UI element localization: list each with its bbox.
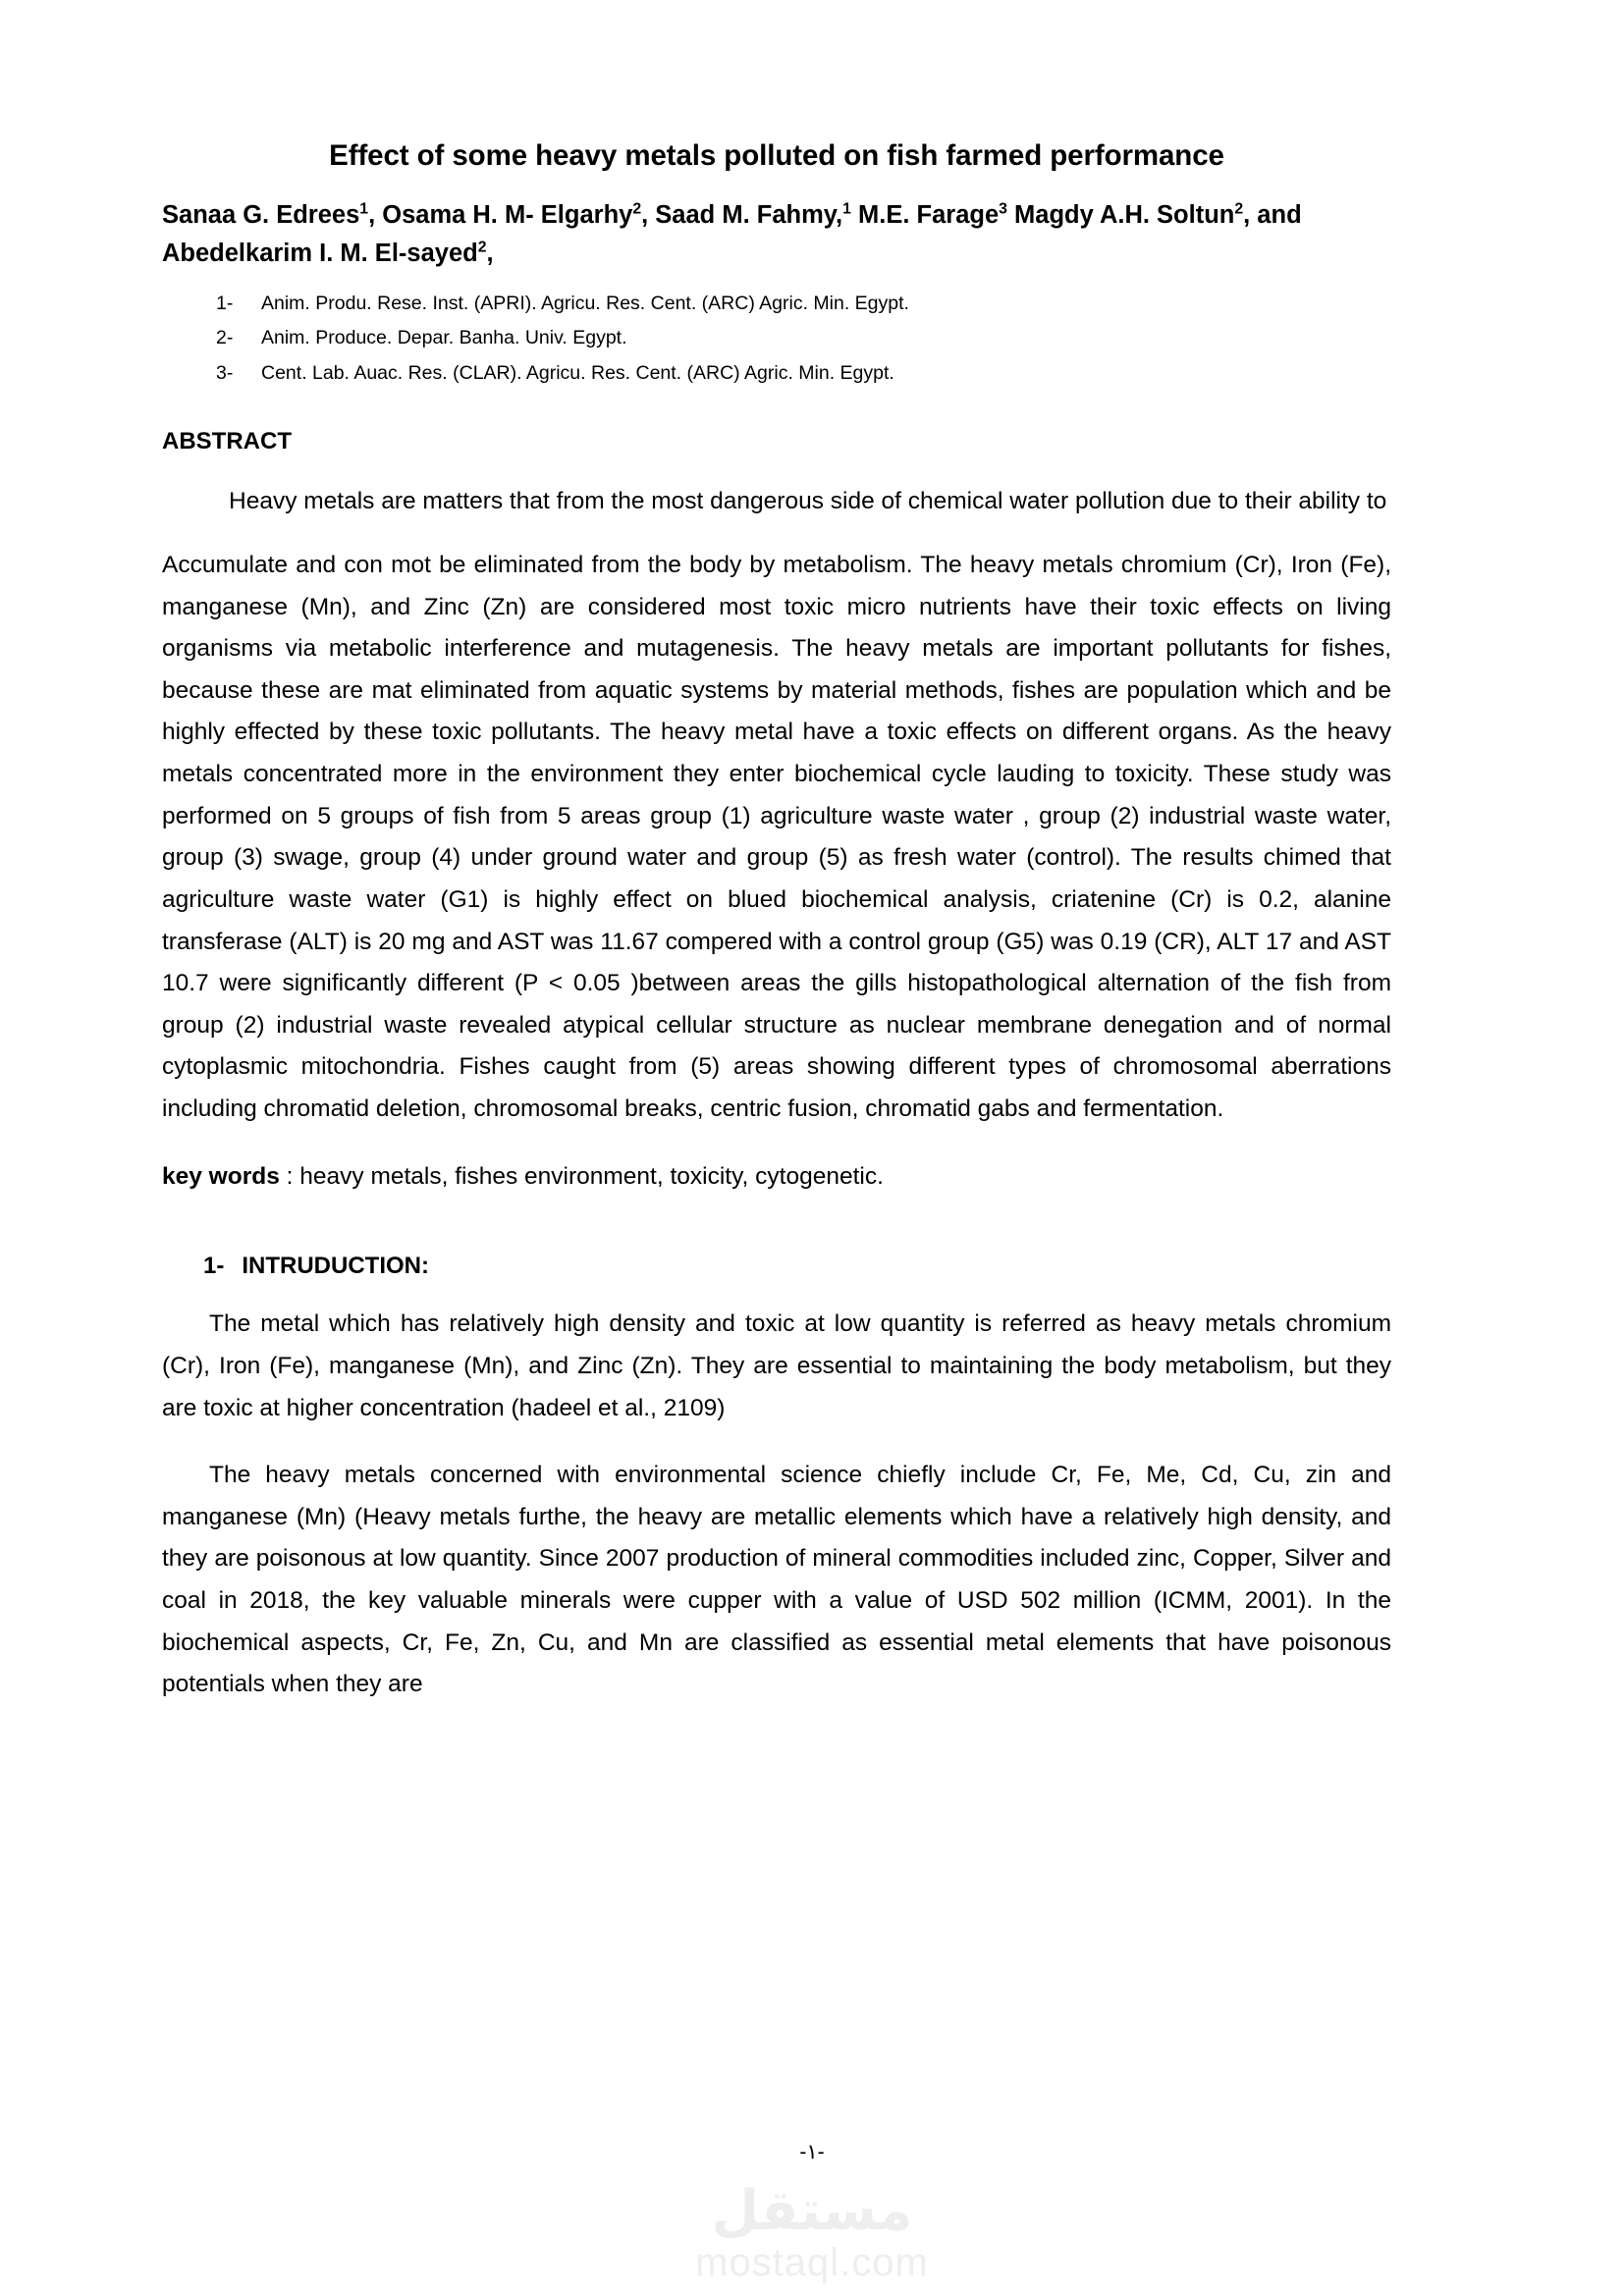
author-affiliation-marker: 2: [632, 200, 642, 218]
watermark: [0, 2179, 1624, 2284]
page-footer: [0, 2142, 1624, 2284]
author-affiliation-marker: 1: [842, 200, 851, 218]
affiliation-list: [162, 273, 1391, 384]
author-name: Sanaa G. Edrees: [162, 201, 360, 230]
affiliation-text: Cent. Lab. Auac. Res. (CLAR). Agricu. Res. Cent. (ARC) Agric. Min. Egypt.: [261, 361, 894, 384]
author-name: M.E. Farage: [858, 201, 1000, 230]
keywords-line: [162, 1131, 1391, 1199]
page-content: [162, 0, 1391, 1706]
author-affiliation-marker: 2: [477, 239, 487, 256]
affiliation-item: [216, 329, 1391, 348]
author-list: [162, 175, 1391, 273]
author-name: Abedelkarim I. M. El-sayed: [162, 240, 478, 268]
introduction-paragraph-1: The metal which has relatively high density and toxic at low quantity is referred as heavy metals chromium (Cr), Iron (Fe), manganese (Mn), and Zinc (Zn). They are essential to maintaining the body metabolism, but they are toxic at higher concentration (hadeel et al., 2109): [162, 1310, 1391, 1421]
author-separator: ,: [641, 201, 656, 230]
watermark-domain-text: mostaql.com: [695, 2241, 929, 2284]
abstract-heading: ABSTRACT: [162, 428, 292, 455]
affiliation-number: 3-: [216, 361, 234, 384]
keywords-value: : heavy metals, fishes environment, toxicity, cytogenetic.: [279, 1162, 884, 1190]
page-number: -١-: [799, 2141, 825, 2163]
affiliation-item: [216, 361, 1391, 384]
author-separator: [1007, 201, 1014, 229]
author-affiliation-marker: 3: [999, 200, 1007, 218]
abstract-paragraph-1: Heavy metals are matters that from the most dangerous side of chemical water pollution due to their ability to: [229, 488, 1387, 515]
less-than-symbol: <: [548, 970, 564, 997]
introduction-heading-text: INTRUDUCTION:: [242, 1253, 429, 1280]
watermark-arabic-logo: مستقل: [711, 2179, 913, 2243]
introduction-number: 1-: [203, 1253, 225, 1280]
affiliation-number: 2-: [216, 327, 234, 349]
affiliation-item: [216, 294, 1391, 314]
author-separator: ,: [486, 240, 494, 268]
author-affiliation-marker: 2: [1234, 200, 1244, 218]
introduction-heading: [162, 1198, 1391, 1280]
author-separator: [851, 201, 858, 229]
author-name: Osama H. M- Elgarhy: [382, 201, 633, 230]
affiliation-text: Anim. Produce. Depar. Banha. Univ. Egypt.: [261, 327, 627, 349]
affiliation-text: Anim. Produ. Rese. Inst. (APRI). Agricu. Res. Cent. (ARC) Agric. Min. Egypt.: [261, 292, 909, 314]
page-title: Effect of some heavy metals polluted on fish farmed performance: [329, 139, 1224, 172]
author-name: Saad M. Fahmy,: [655, 201, 843, 230]
author-affiliation-marker: 1: [359, 200, 369, 218]
affiliation-number: 1-: [216, 292, 234, 314]
abstract-text-part-1: Accumulate and con mot be eliminated from the body by metabolism. The heavy metals chromium (Cr), Iron (Fe), manganese (Mn), and Zinc (Zn) are considered most toxic micro nutrients have their toxic effects on living organisms via metabolic interference and mutagenesis. The heavy metals are important pollutants for fishes, because these are mat eliminated from aquatic systems by material methods, fishes are population which and be highly effected by these toxic pollutants. The heavy metal have a toxic effects on different organs. As the heavy metals concentrated more in the environment they enter biochemical cycle lauding to toxicity. These study was performed on 5 groups of fish from 5 areas group (1) agriculture waste water , group (2) industrial waste water, group (3) swage, group (4) under ground water and group (5) as fresh water (control). The results chimed that agriculture waste water (G1) is highly effect on blued biochemical analysis, criatenine (Cr) is 0.2, alanine transferase (ALT) is 20 mg and AST was 11.67 compered with a control group (G5) was 0.19 (CR), ALT 17 and AST 10.7 were significantly different (P: [162, 551, 1391, 997]
author-separator: , and: [1243, 201, 1302, 230]
introduction-paragraph-2: The heavy metals concerned with environmental science chiefly include Cr, Fe, Me, Cd, Cu, zin and manganese (Mn) (Heavy metals furthe, the heavy are metallic elements which have a relatively high density, and they are poisonous at low quantity. Since 2007 production of mineral commodities included zinc, Copper, Silver and coal in 2018, the key valuable minerals were cupper with a value of USD 502 million (ICMM, 2001). In the biochemical aspects, Cr, Fe, Zn, Cu, and Mn are classified as essential metal elements that have poisonous potentials when they are: [162, 1462, 1391, 1698]
abstract-paragraph-2: [162, 523, 1391, 1131]
author-name: Magdy A.H. Soltun: [1014, 201, 1235, 230]
author-separator: ,: [368, 201, 383, 230]
abstract-text-part-2: 0.05 )between areas the gills histopathological alternation of the fish from group (2) industrial waste revealed atypical cellular structure as nuclear membrane denegation and of normal cytoplasmic mitochondria. Fishes caught from (5) areas showing different types of chromosomal aberrations including chromatid deletion, chromosomal breaks, centric fusion, chromatid gabs and fermentation.: [162, 970, 1391, 1123]
keywords-label: key words: [162, 1162, 280, 1190]
